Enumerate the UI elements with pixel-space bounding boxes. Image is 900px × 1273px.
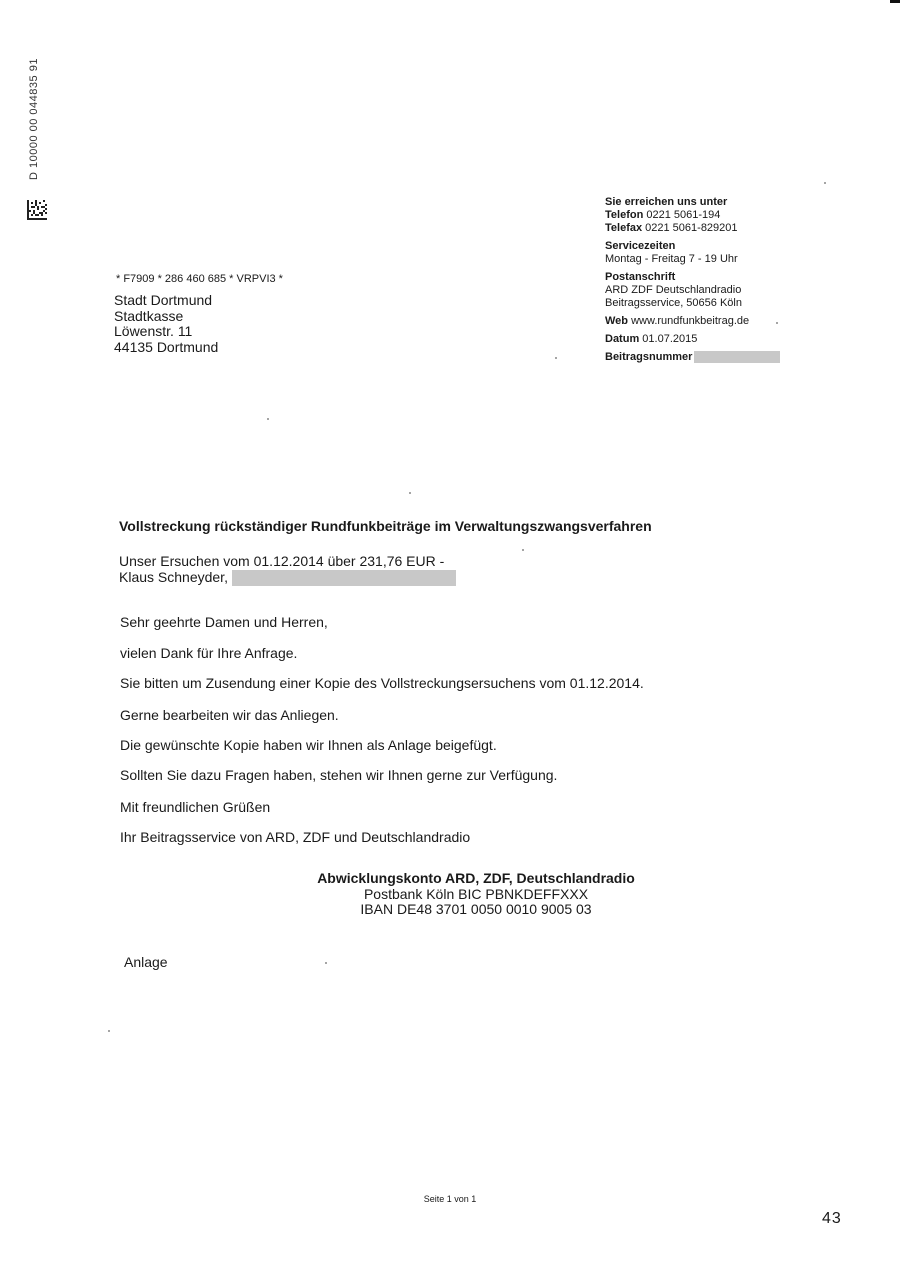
scan-speck [824,182,826,184]
post-line-2: Beitragsservice, 50656 Köln [605,297,742,309]
service-heading: Servicezeiten [605,240,676,252]
recipient-department: Stadtkasse [114,307,184,324]
scan-speck [522,549,524,551]
signature: Ihr Beitragsservice von ARD, ZDF und Deutschlandradio [120,829,471,845]
telefon-label: Telefon [605,209,644,221]
post-heading: Postanschrift [605,271,676,283]
handwritten-page-mark: 43 [822,1210,842,1227]
reference-block [119,553,456,586]
barcode-reference-line: * F7909 * 286 460 685 * VRPVI3 * [116,273,283,285]
scan-speck [555,357,557,359]
contact-heading: Sie erreichen uns unter [605,196,728,208]
corner-mark [890,0,900,3]
scan-speck [108,1030,110,1032]
salutation: Sehr geehrte Damen und Herren, [120,614,328,630]
datum-value: 01.07.2015 [642,333,698,345]
body-paragraph-4: Die gewünschte Kopie haben wir Ihnen als Anlage beigefügt. [120,737,497,753]
web-url: www.rundfunkbeitrag.de [631,315,750,327]
datum-label: Datum [605,333,640,345]
bank-details [290,871,662,918]
bank-line-1: Postbank Köln BIC PBNKDEFFXXX [363,885,589,902]
beitragsnummer-label: Beitragsnummer [605,351,693,363]
recipient-address [114,293,218,355]
attachment-label: Anlage [124,954,168,970]
telefax-label: Telefax [605,222,643,234]
bank-title: Abwicklungskonto ARD, ZDF, Deutschlandradio [317,870,635,886]
closing: Mit freundlichen Grüßen [120,799,271,815]
bank-line-2: IBAN DE48 3701 0050 0010 9005 03 [360,901,592,917]
page-number: Seite 1 von 1 [423,1194,477,1204]
telefax-number: 0221 5061-829201 [645,222,738,234]
body-paragraph-1: vielen Dank für Ihre Anfrage. [120,645,298,661]
reference-line-2: Klaus Schneyder, [119,569,228,585]
name-redaction [232,570,456,586]
letter-subject: Vollstreckung rückständiger Rundfunkbeiträge im Verwaltungszwangsverfahren [119,518,652,534]
recipient-street: Löwenstr. 11 [114,323,193,339]
telefon-number: 0221 5061-194 [646,209,721,221]
recipient-city: 44135 Dortmund [114,338,219,355]
scan-speck [267,418,269,420]
reference-line-1: Unser Ersuchen vom 01.12.2014 über 231,76 EUR - [119,553,445,569]
beitragsnummer-redaction [694,351,780,363]
side-document-code: D 10000 00 044835 91 [28,58,40,180]
contact-block [605,196,780,364]
body-paragraph-5: Sollten Sie dazu Fragen haben, stehen wir Ihnen gerne zur Verfügung. [120,767,558,783]
scan-speck [409,492,411,494]
service-hours: Montag - Freitag 7 - 19 Uhr [605,253,738,265]
body-paragraph-3: Gerne bearbeiten wir das Anliegen. [120,707,339,723]
post-line-1: ARD ZDF Deutschlandradio [605,284,742,296]
datamatrix-code-icon [27,200,47,220]
body-paragraph-2: Sie bitten um Zusendung einer Kopie des Vollstreckungsersuchens vom 01.12.2014. [120,675,644,691]
recipient-name: Stadt Dortmund [114,292,213,308]
scan-speck [776,322,778,324]
web-label: Web [605,315,629,327]
scan-speck [325,962,327,964]
